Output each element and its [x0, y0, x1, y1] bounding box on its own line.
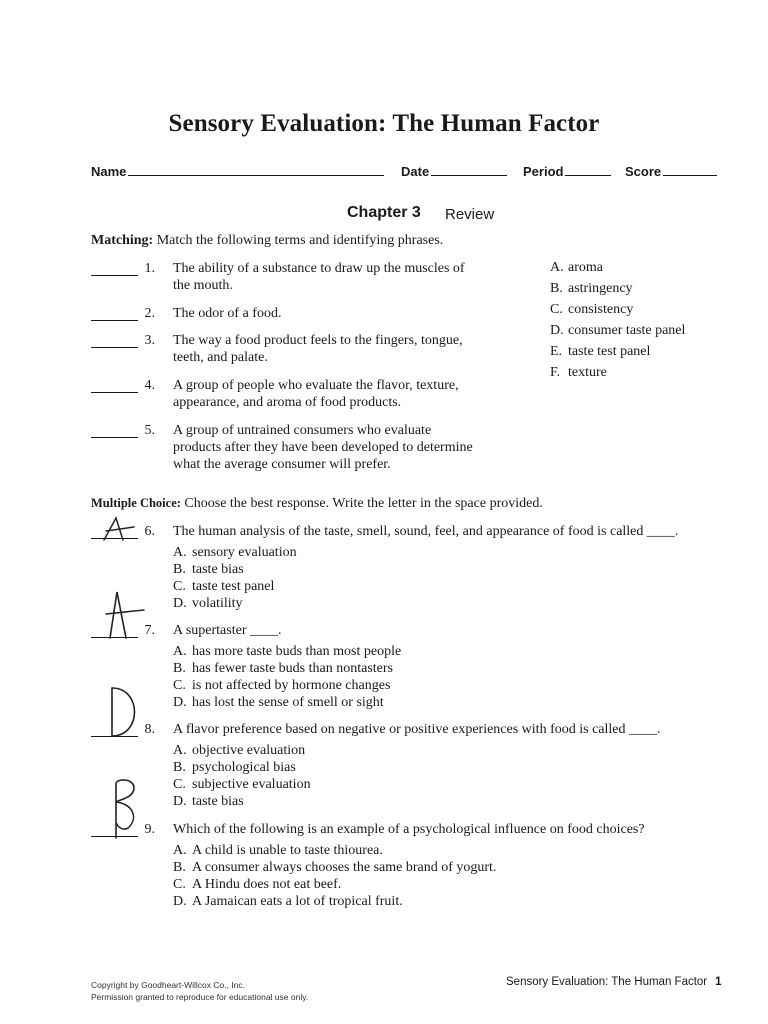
choice-letter: D. [550, 323, 564, 338]
option-letter: B. [173, 860, 186, 875]
question-text-line1: The ability of a substance to draw up the muscles of [173, 261, 465, 276]
question-number: 7. [144, 623, 155, 638]
option-item [173, 694, 401, 711]
question-text-line3: what the average consumer will prefer. [173, 457, 391, 472]
score-label: Score [625, 164, 662, 179]
answer-blank[interactable] [91, 274, 138, 276]
option-letter: C. [173, 777, 186, 792]
option-letter: A. [173, 843, 187, 858]
answer-blank[interactable] [91, 346, 138, 348]
question-text-line1: The way a food product feels to the fingers, tongue, [173, 333, 463, 348]
option-text: is not affected by hormone changes [192, 678, 391, 693]
question-number: 3. [144, 333, 155, 348]
option-text: taste bias [192, 794, 244, 809]
matching-choices [550, 257, 685, 383]
question-text: The human analysis of the taste, smell, sound, feel, and appearance of food is called ____. [173, 524, 679, 539]
option-list [173, 544, 297, 612]
option-list [173, 643, 401, 711]
choice-letter: B. [550, 281, 563, 296]
name-label: Name [91, 164, 127, 179]
date-blank[interactable] [431, 163, 507, 176]
option-item [173, 893, 496, 910]
period-field[interactable] [523, 163, 611, 179]
choice-text: astringency [568, 281, 633, 296]
option-text: taste bias [192, 562, 244, 577]
option-letter: D. [173, 695, 187, 710]
option-text: has fewer taste buds than nontasters [192, 661, 393, 676]
name-blank[interactable] [128, 163, 384, 176]
date-field[interactable] [401, 163, 507, 179]
permission-text: Permission granted to reproduce for educational use only. [91, 992, 309, 1002]
handwritten-answer-7 [100, 588, 150, 640]
option-item [173, 876, 496, 893]
option-letter: C. [173, 579, 186, 594]
choice-text: consumer taste panel [568, 323, 686, 338]
question-number: 1. [144, 261, 155, 276]
answer-blank[interactable] [91, 436, 138, 438]
question-text: A flavor preference based on negative or positive experiences with food is called ____. [173, 722, 661, 737]
option-item [173, 677, 401, 694]
option-letter: B. [173, 562, 186, 577]
chapter-subtitle: Review [445, 206, 495, 223]
name-field[interactable] [91, 163, 384, 179]
option-item [173, 578, 297, 595]
question-text-line2: teeth, and palate. [173, 350, 268, 365]
question-number: 4. [144, 378, 155, 393]
option-item [173, 544, 297, 561]
answer-blank[interactable] [91, 319, 138, 321]
option-letter: D. [173, 794, 187, 809]
choice-item [550, 320, 685, 341]
question-number: 9. [144, 822, 155, 837]
question-text-line2: products after they have been developed to determine [173, 440, 473, 455]
choice-text: texture [568, 365, 607, 380]
question-text-line2: appearance, and aroma of food products. [173, 395, 402, 410]
choice-text: consistency [568, 302, 634, 317]
chapter-label: Chapter 3 [347, 204, 421, 221]
choice-item [550, 341, 685, 362]
handwritten-answer-6 [96, 514, 141, 544]
mc-question [91, 721, 731, 813]
choice-item [550, 257, 685, 278]
matching-question [91, 332, 531, 368]
question-number: 6. [144, 524, 155, 539]
score-blank[interactable] [663, 163, 717, 176]
mc-instructions [91, 496, 543, 512]
matching-question [91, 377, 531, 413]
option-text: volatility [192, 596, 243, 611]
option-letter: A. [173, 743, 187, 758]
handwritten-answer-9 [104, 776, 144, 842]
option-letter: C. [173, 877, 186, 892]
option-text: psychological bias [192, 760, 296, 775]
matching-question [91, 260, 531, 296]
choice-text: aroma [568, 260, 603, 275]
question-text: Which of the following is an example of a psychological influence on food choices? [173, 822, 645, 837]
option-item [173, 776, 311, 793]
choice-item [550, 278, 685, 299]
mc-instructions-text: Choose the best response. Write the letter in the space provided. [184, 496, 543, 511]
matching-heading: Matching: [91, 233, 154, 248]
option-item [173, 842, 496, 859]
score-field[interactable] [625, 163, 717, 179]
option-list [173, 842, 496, 910]
question-text-line1: A group of people who evaluate the flavor, texture, [173, 378, 459, 393]
option-letter: D. [173, 596, 187, 611]
copyright-text: Copyright by Goodheart-Willcox Co., Inc. [91, 980, 246, 990]
question-number: 8. [144, 722, 155, 737]
option-text: A Jamaican eats a lot of tropical fruit. [192, 894, 403, 909]
option-text: taste test panel [192, 579, 275, 594]
choice-item [550, 299, 685, 320]
date-label: Date [401, 164, 430, 179]
mc-question [91, 622, 731, 714]
period-label: Period [523, 164, 564, 179]
handwritten-answer-8 [102, 682, 144, 740]
matching-instructions-text: Match the following terms and identifying phrases. [156, 233, 444, 248]
running-title: Sensory Evaluation: The Human Factor [506, 976, 708, 988]
option-text: A consumer always chooses the same brand of yogurt. [192, 860, 497, 875]
choice-letter: A. [550, 260, 564, 275]
option-item [173, 595, 297, 612]
option-item [173, 742, 311, 759]
running-footer [506, 976, 722, 988]
option-text: A child is unable to taste thiourea. [192, 843, 383, 858]
option-letter: A. [173, 545, 187, 560]
page-number: 1 [715, 976, 722, 988]
option-letter: B. [173, 760, 186, 775]
matching-questions [91, 260, 531, 475]
matching-instructions [91, 233, 443, 249]
answer-blank[interactable] [91, 391, 138, 393]
option-text: objective evaluation [192, 743, 306, 758]
question-text-line1: A group of untrained consumers who evaluate [173, 423, 432, 438]
student-info-row [91, 163, 731, 183]
question-number: 5. [144, 423, 155, 438]
choice-letter: E. [550, 344, 563, 359]
option-item [173, 561, 297, 578]
question-text: A supertaster ____. [173, 623, 282, 638]
option-letter: C. [173, 678, 186, 693]
choice-item [550, 362, 685, 383]
mc-question [91, 821, 731, 913]
question-text-line1: The odor of a food. [173, 306, 282, 321]
option-item [173, 859, 496, 876]
option-list [173, 742, 311, 810]
choice-letter: F. [550, 365, 561, 380]
option-text: has lost the sense of smell or sight [192, 695, 384, 710]
question-text-line2: the mouth. [173, 278, 233, 293]
option-text: sensory evaluation [192, 545, 297, 560]
option-item [173, 759, 311, 776]
option-letter: B. [173, 661, 186, 676]
choice-text: taste test panel [568, 344, 651, 359]
period-blank[interactable] [565, 163, 611, 176]
matching-question [91, 422, 531, 475]
matching-question [91, 305, 531, 325]
question-number: 2. [144, 306, 155, 321]
mc-question [91, 523, 731, 615]
mc-heading: Multiple Choice: [91, 496, 181, 510]
worksheet-title: Sensory Evaluation: The Human Factor [168, 110, 600, 137]
option-text: A Hindu does not eat beef. [192, 877, 342, 892]
option-item [173, 643, 401, 660]
option-letter: A. [173, 644, 187, 659]
choice-letter: C. [550, 302, 563, 317]
option-letter: D. [173, 894, 187, 909]
copyright-block [91, 979, 308, 1003]
option-text: has more taste buds than most people [192, 644, 402, 659]
option-text: subjective evaluation [192, 777, 311, 792]
option-item [173, 793, 311, 810]
option-item [173, 660, 401, 677]
